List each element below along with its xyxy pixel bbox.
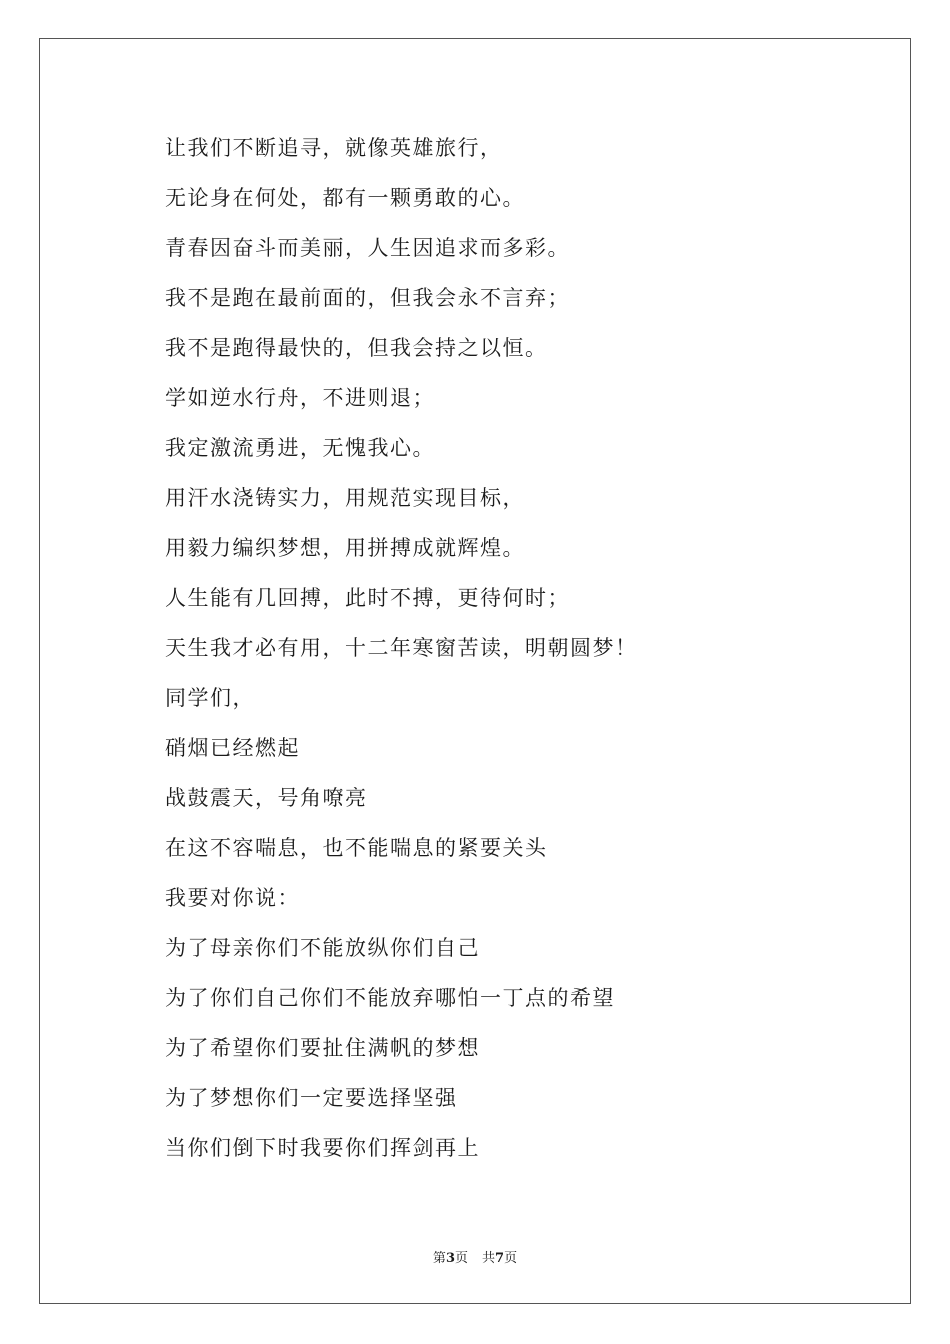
text-line: 我不是跑在最前面的，但我会永不言弃； — [165, 286, 570, 310]
text-line: 为了梦想你们一定要选择坚强 — [165, 1086, 458, 1110]
text-line: 当你们倒下时我要你们挥剑再上 — [165, 1136, 480, 1160]
text-line: 我不是跑得最快的，但我会持之以恒。 — [165, 336, 548, 360]
text-line: 为了母亲你们不能放纵你们自己 — [165, 936, 480, 960]
page-number: 3 — [445, 1251, 455, 1266]
document-body — [165, 128, 638, 1178]
text-line: 硝烟已经燃起 — [165, 736, 300, 760]
text-line: 为了你们自己你们不能放弃哪怕一丁点的希望 — [165, 986, 615, 1010]
total-pages: 7 — [495, 1251, 505, 1266]
total-suffix: 页 — [504, 1251, 518, 1266]
text-line: 天生我才必有用，十二年寒窗苦读，明朝圆梦！ — [165, 636, 638, 660]
text-line: 用汗水浇铸实力，用规范实现目标， — [165, 486, 525, 510]
total-prefix: 共 — [482, 1251, 496, 1266]
text-line: 我要对你说： — [165, 886, 300, 910]
text-line: 无论身在何处，都有一颗勇敢的心。 — [165, 186, 525, 210]
text-line: 让我们不断追寻，就像英雄旅行， — [165, 136, 503, 160]
text-line: 人生能有几回搏，此时不搏，更待何时； — [165, 586, 570, 610]
text-line: 青春因奋斗而美丽，人生因追求而多彩。 — [165, 236, 570, 260]
text-line: 战鼓震天，号角嘹亮 — [165, 786, 368, 810]
text-line: 同学们， — [165, 686, 255, 710]
text-line: 我定激流勇进，无愧我心。 — [165, 436, 435, 460]
page-footer — [0, 1247, 950, 1266]
page-suffix: 页 — [454, 1251, 468, 1266]
text-line: 在这不容喘息，也不能喘息的紧要关头 — [165, 836, 548, 860]
text-line: 学如逆水行舟，不进则退； — [165, 386, 435, 410]
text-line: 为了希望你们要扯住满帆的梦想 — [165, 1036, 480, 1060]
page-prefix: 第 — [432, 1251, 446, 1266]
text-line: 用毅力编织梦想，用拼搏成就辉煌。 — [165, 536, 525, 560]
